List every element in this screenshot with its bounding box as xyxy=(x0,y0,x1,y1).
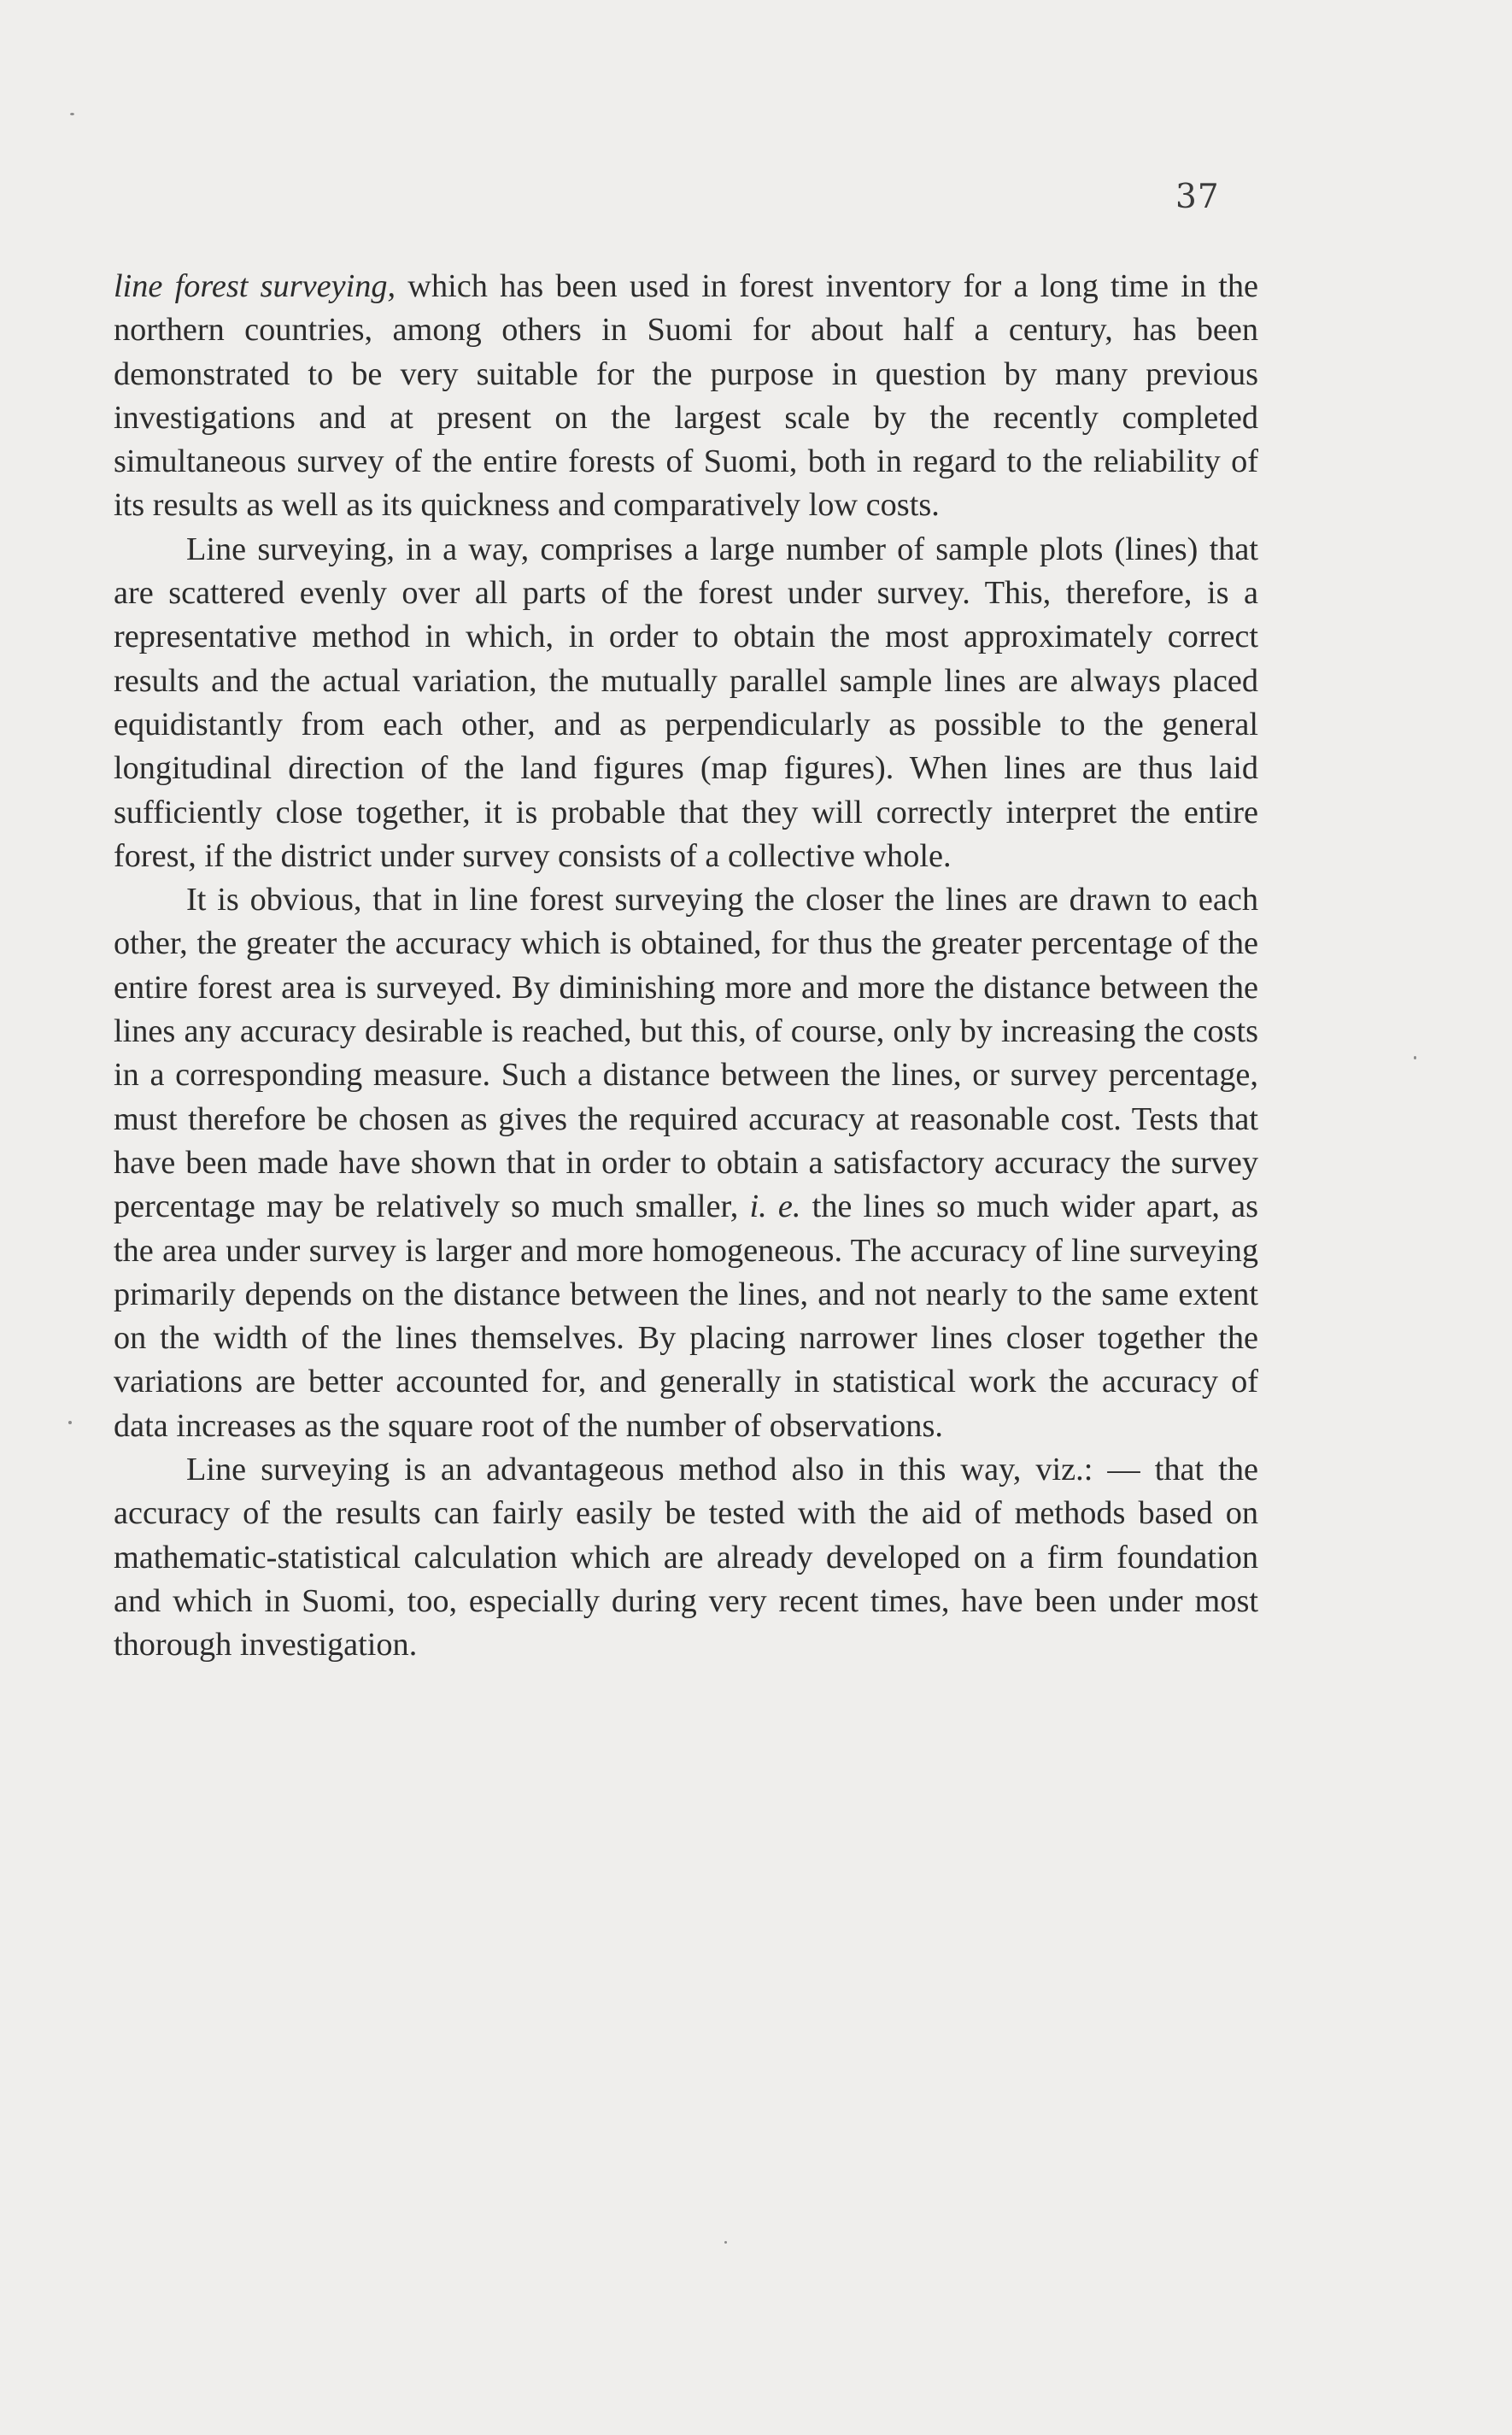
scan-speck xyxy=(1414,1056,1416,1059)
scan-speck xyxy=(724,2241,727,2244)
paragraph-3 xyxy=(114,878,1258,1448)
paragraph-1 xyxy=(114,265,1258,528)
paragraph-4: Line surveying is an advantageous method also in this way, viz.: — that the accuracy of the results can fairly easily be tested with the aid of methods based on mathematic-statistical calculation which are already developed on a firm foundation and which in Suomi, too, especially during very recent times, have been under most thorough investigation. xyxy=(114,1452,1258,1663)
body-text xyxy=(114,265,1258,1668)
paragraph-3-text-after: the lines so much wider apart, as the area under survey is larger and more homogeneous. The accuracy of line surveying primarily depends on the distance between the lines, and not nearly to the same extent on the width of the lines themselves. By placing narrower lines closer together the variations are better accounted for, and generally in statistical work the accuracy of data increases as the square root of the number of observations. xyxy=(114,1188,1258,1444)
scan-speck xyxy=(68,1421,72,1424)
page-number: 37 xyxy=(1175,178,1220,216)
italic-ie: i. e. xyxy=(749,1188,801,1225)
scan-speck xyxy=(70,113,74,115)
paragraph-1-text: which has been used in forest inventory for a long time in the northern countries, among others in Suomi for about half a century, has been demonstrated to be very suitable for the purpose in question by many previous investigations and at present on the largest scale by the recently completed simultaneous survey of the entire forests of Suomi, both in regard to the reliability of its results as well as its quickness and comparatively low costs. xyxy=(114,268,1258,524)
paragraph-2: Line surveying, in a way, comprises a large number of sample plots (lines) that are scattered evenly over all parts of the forest under survey. This, therefore, is a representative method in which, in order to obtain the most approximately correct results and the actual variation, the mutually parallel sample lines are always placed equidistantly from each other, and as perpendicularly as possible to the general longitudinal direction of the land figures (map figures). When lines are thus laid sufficiently close together, it is probable that they will correctly interpret the entire forest, if the district under survey consists of a collective whole. xyxy=(114,531,1258,874)
italic-lead: line forest surveying, xyxy=(114,268,396,304)
paragraph-3-text-before: It is obvious, that in line forest surveying the closer the lines are drawn to each other, the greater the accuracy which is obtained, for thus the greater percentage of the entire forest area is surveyed. By diminishing more and more the distance between the lines any accuracy desirable is reached, but this, of course, only by increasing the costs in a corresponding measure. Such a distance between the lines, or survey percentage, must therefore be chosen as gives the required accuracy at reasonable cost. Tests that have been made have shown that in order to obtain a satisfactory accuracy the survey percentage may be relatively so much smaller, xyxy=(114,882,1258,1225)
